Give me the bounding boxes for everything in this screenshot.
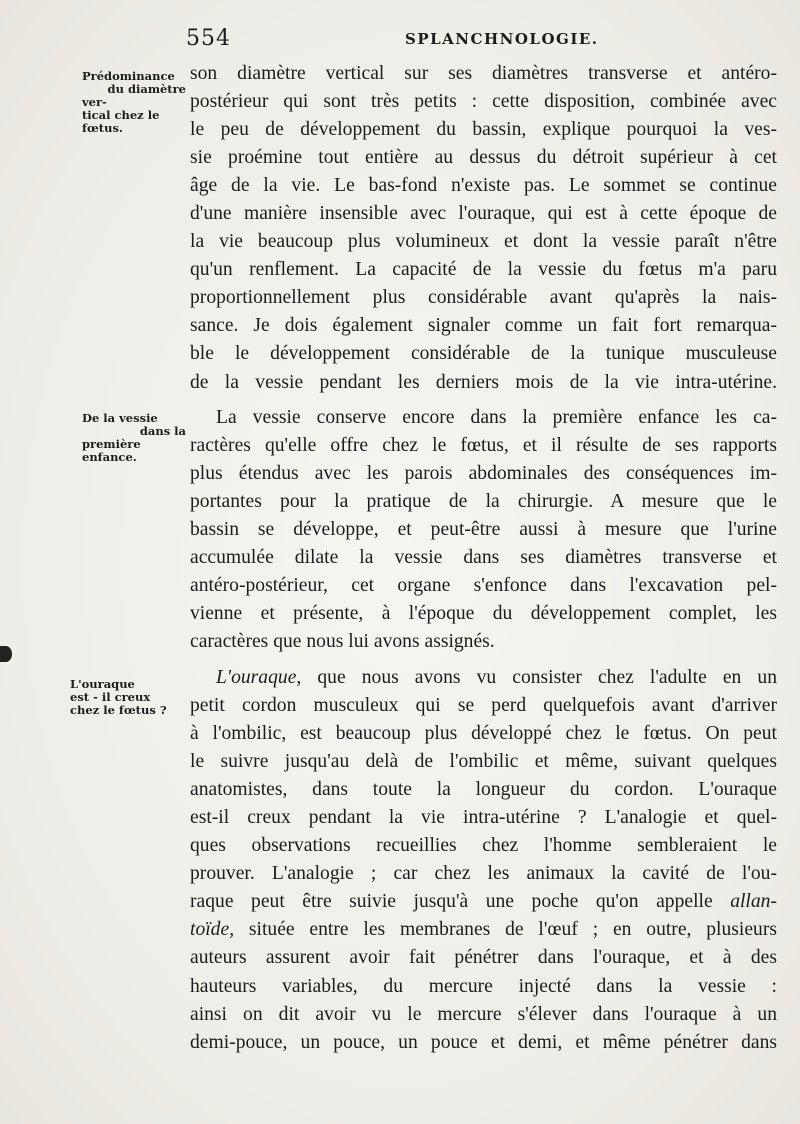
- text-line-rest: , que nous avons vu consister chez l'adulte en un: [296, 667, 777, 688]
- text-line: vienne et présente, à l'époque du développement complet, les: [190, 603, 777, 625]
- text-line: La vessie conserve encore dans la première enfance les ca-: [216, 407, 777, 428]
- text-line: proportionnellement plus considérable avant qu'après la nais-: [190, 287, 777, 309]
- text-line: bassin se développe, et peut-être aussi à mesure que l'urine: [190, 519, 777, 541]
- text-line: antéro-postérieur, cet organe s'enfonce dans l'excavation pel-: [190, 575, 777, 597]
- text-line: d'une manière insensible avec l'ouraque, qui est à cette époque de: [190, 203, 777, 225]
- binding-hole-mark: [0, 646, 12, 662]
- margin-note-line: du diamètre ver-: [82, 82, 186, 109]
- text-line: [190, 888, 777, 916]
- running-title: SPLANCHNOLOGIE.: [405, 30, 599, 48]
- italic-term: allan-: [730, 891, 777, 913]
- text-line: postérieur qui sont très petits : cette disposition, combinée avec: [190, 91, 777, 113]
- margin-note-early-childhood: [82, 412, 186, 464]
- text-line: le peu de développement du bassin, explique pourquoi la ves-: [190, 119, 777, 141]
- paragraph-early-childhood: [190, 404, 777, 656]
- text-line: le suivre jusqu'au delà de l'ombilic et même, suivant quelques: [190, 751, 777, 773]
- margin-note-line: dans la première: [82, 424, 186, 451]
- text-line-start: raque peut être suivie jusqu'à une poche qu'on appelle: [190, 891, 713, 913]
- margin-note-line: fœtus.: [82, 121, 123, 135]
- text-line: sance. Je dois également signaler comme un fait fort remarqua-: [190, 315, 777, 337]
- text-line: qu'un renflement. La capacité de la vessie du fœtus m'a paru: [190, 259, 777, 281]
- margin-note-fetal-diameter: [82, 70, 186, 135]
- text-line: est-il creux pendant la vie intra-utérine ? L'analogie et quel-: [190, 807, 777, 829]
- italic-term: L'ouraque: [216, 667, 297, 688]
- page-header: [0, 24, 800, 54]
- text-line: la vie beaucoup plus volumineux et dont la vessie paraît n'être: [190, 231, 777, 253]
- text-line: son diamètre vertical sur ses diamètres transverse et antéro-: [190, 63, 777, 84]
- text-line: hauteurs variables, du mercure injecté dans la vessie :: [190, 975, 777, 997]
- text-line: à l'ombilic, est beaucoup plus développé chez le fœtus. On peut: [190, 723, 777, 745]
- margin-note-line: L'ouraque: [70, 677, 135, 691]
- text-line: caractères que nous lui avons assignés.: [190, 631, 495, 653]
- text-line: âge de la vie. Le bas-fond n'existe pas. Le sommet se continue: [190, 175, 777, 197]
- text-line: prouver. L'analogie ; car chez les animaux la cavité de l'ou-: [190, 863, 777, 885]
- margin-note-line: enfance.: [82, 450, 137, 464]
- margin-note-line: chez le fœtus ?: [70, 703, 167, 717]
- page-number: 554: [186, 26, 231, 51]
- italic-term: toïde: [190, 919, 230, 941]
- text-line: portantes pour la pratique de la chirurgie. A mesure que le: [190, 491, 777, 513]
- text-line: de la vessie pendant les derniers mois de la vie intra-utérine.: [190, 371, 777, 393]
- text-line: anatomistes, dans toute la longueur du cordon. L'ouraque: [190, 779, 777, 801]
- margin-note-line: est - il creux: [70, 690, 151, 704]
- text-line: auteurs assurent avoir fait pénétrer dans l'ouraque, et à des: [190, 947, 777, 969]
- margin-note-line: De la vessie: [82, 411, 158, 425]
- text-line: [190, 664, 777, 692]
- text-line: ble le développement considérable de la tunique musculeuse: [190, 343, 777, 365]
- margin-note-urachus: [70, 678, 184, 717]
- text-line: accumulée dilate la vessie dans ses diamètres transverse et: [190, 547, 777, 569]
- paragraph-fetal-bladder: [190, 60, 777, 397]
- text-line: ractères qu'elle offre chez le fœtus, et il résulte de ses rapports: [190, 435, 777, 457]
- text-line: plus étendus avec les parois abdominales des conséquences im-: [190, 463, 777, 485]
- margin-note-line: tical chez le: [82, 108, 160, 122]
- text-line: petit cordon musculeux qui se perd quelquefois avant d'arriver: [190, 695, 777, 717]
- text-line-rest: , située entre les membranes de l'œuf ; en outre, plusieurs: [229, 919, 777, 941]
- text-line: [190, 916, 777, 944]
- text-line: ques observations recueillies chez l'homme sembleraient le: [190, 835, 777, 857]
- margin-note-line: Prédominance: [82, 69, 175, 83]
- paragraph-urachus: [190, 664, 777, 1057]
- text-line: demi-pouce, un pouce, un pouce et demi, et même pénétrer dans: [190, 1031, 777, 1053]
- text-line: ainsi on dit avoir vu le mercure s'élever dans l'ouraque à un: [190, 1003, 777, 1025]
- text-line: sie proémine tout entière au dessus du détroit supérieur à cet: [190, 147, 777, 169]
